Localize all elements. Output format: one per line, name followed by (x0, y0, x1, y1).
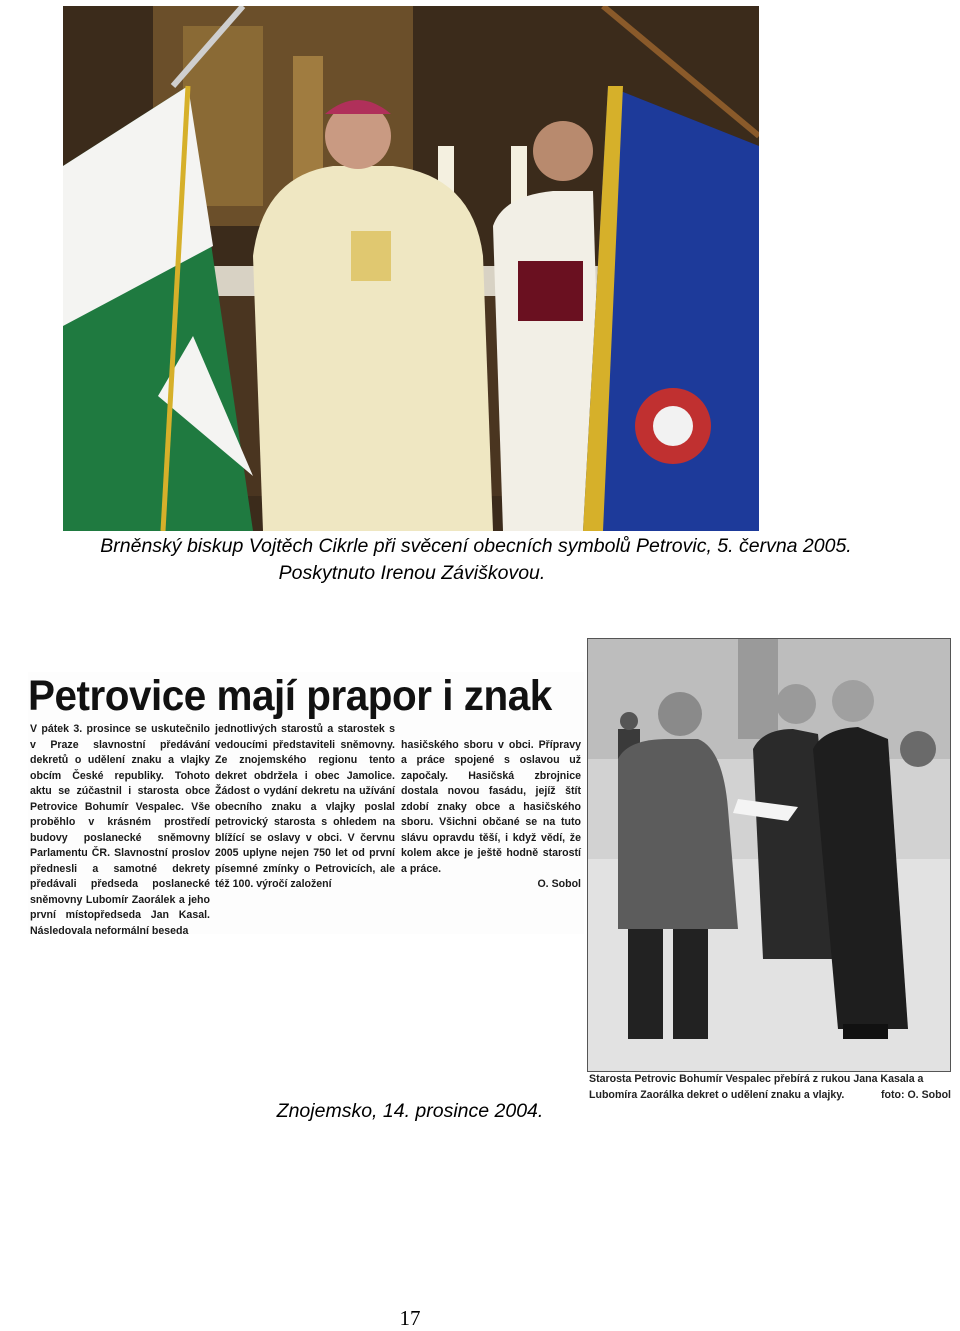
photo-caption-line1: Brněnský biskup Vojtěch Cikrle při svěcení obecních symbolů Petrovic, 5. června 2005. (100, 535, 852, 557)
page-number: 17 (399, 1306, 421, 1330)
article-column-2: jednotlivých starostů a starostek s vedoucími představiteli sněmovny. Ze znojemského regionu tento dekret obdržela i obec Jamolice. Žádost o vydání dekretu na užívání obecního znaku a vlajky poslal petrovický starosta s ohledem na blížící se oslavy v obci. V červnu 2005 uplyne nejen 750 let od první písemné zmínky o Petrovicích, ale též 100. výročí založení (215, 723, 395, 890)
consecration-photo (63, 6, 759, 531)
article-headline: Petrovice mají prapor i znak (28, 672, 552, 720)
article-signature: O. Sobol (537, 878, 581, 890)
article-column-3-text: hasičského sboru v obci. Přípravy a práce spojené s oslavou už započaly. Hasičská zbrojnice dostala novou fasádu, jejíž štít zdobí znaky obce a hasičského sboru. Všichni občané se na tuto slávu opravdu těší, i když vědí, že kolem akce je ještě hodně starostí a práce. (401, 738, 581, 875)
photo-caption-line2: Poskytnuto Irenou Záviškovou. (278, 562, 546, 584)
award-photo-credit: foto: O. Sobol (880, 1088, 951, 1101)
newspaper-clipping (28, 672, 584, 937)
article-column-1: V pátek 3. prosince se uskutečnilo v Praze slavnostní předávání dekretů o udělení znaku a vlajky obcím České republiky. Tohoto aktu se zúčastnil i starosta obce Petrovice Bohumír Vespalec. Vše proběhlo v krásném prostředí budovy poslanecké sněmovny Parlamentu ČR. Slavnostní proslov přednesli a samotné dekrety předávali předseda poslanecké sněmovny Lubomír Zaorálek a jeho první místopředseda Jan Kasal. Následovala neformální beseda (30, 723, 210, 937)
article-column-3 (401, 722, 581, 908)
award-photo (587, 638, 951, 1072)
award-photo-caption (589, 1072, 951, 1103)
clipping-date-caption: Znojemsko, 14. prosince 2004. (276, 1100, 544, 1122)
award-photo-caption-text: Starosta Petrovic Bohumír Vespalec přebírá z rukou Jana Kasala a Lubomíra Zaorálka dekret o udělení znaku a vlajky. (589, 1073, 924, 1101)
